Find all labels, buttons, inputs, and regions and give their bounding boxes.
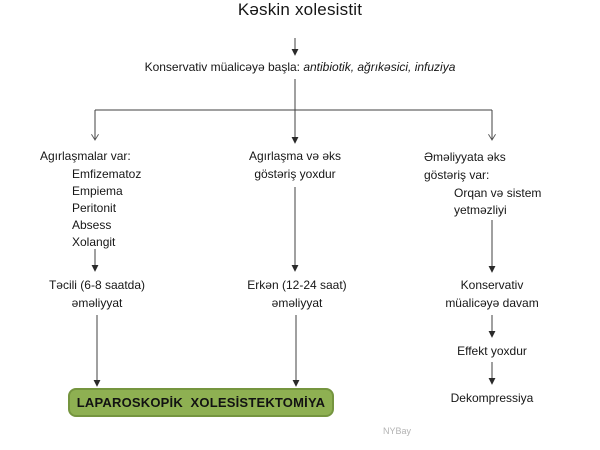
right-branch-header: [424, 148, 506, 184]
right-branch-sublist: [454, 185, 541, 219]
watermark: NYBay: [383, 426, 412, 436]
list-item: Emfizematoz: [72, 167, 142, 181]
step-line: müalicəyə davam: [445, 296, 539, 310]
action-line: Təcili (6-8 saatda): [48, 278, 146, 292]
action-line: əməliyyat: [71, 296, 123, 310]
outcome-box-laparoscopic-cholecystectomy: LAPAROSKOPİK XOLESİSTEKTOMİYA: [68, 388, 334, 417]
middle-branch-header: [215, 147, 375, 183]
left-branch-header: Agırlaşmalar var:: [40, 149, 131, 163]
middle-branch-action: [222, 276, 372, 312]
left-branch-action: [22, 276, 172, 312]
list-item: yetməzliyi: [454, 203, 507, 217]
list-item: Absess: [72, 218, 112, 232]
subtitle: [0, 60, 600, 74]
header-line: Əməliyyata əks: [424, 150, 506, 164]
header-line: göstəriş yoxdur: [254, 167, 336, 181]
action-line: əməliyyat: [271, 296, 323, 310]
list-item: Peritonit: [72, 201, 117, 215]
action-line: Erkən (12-24 saat): [247, 278, 347, 292]
right-branch-step-no-effect: Effekt yoxdur: [457, 344, 527, 358]
header-line: göstəriş var:: [424, 168, 490, 182]
page-title: Kəskin xolesistit: [237, 0, 363, 19]
header-line: Agırlaşma və əks: [248, 149, 342, 163]
subtitle-italic: antibiotik, ağrıkəsici, infuziya: [303, 60, 456, 74]
right-branch-step-decompression: Dekompressiya: [450, 391, 534, 405]
subtitle-prefix: Konservativ müalicəyə başla:: [144, 60, 304, 74]
left-branch-complication-list: [72, 166, 141, 251]
list-item: Orqan və sistem: [454, 186, 542, 200]
list-item: Empiema: [72, 184, 123, 198]
right-branch-step-conservative: [417, 276, 567, 312]
step-line: Konservativ: [460, 278, 524, 292]
list-item: Xolangit: [72, 235, 116, 249]
